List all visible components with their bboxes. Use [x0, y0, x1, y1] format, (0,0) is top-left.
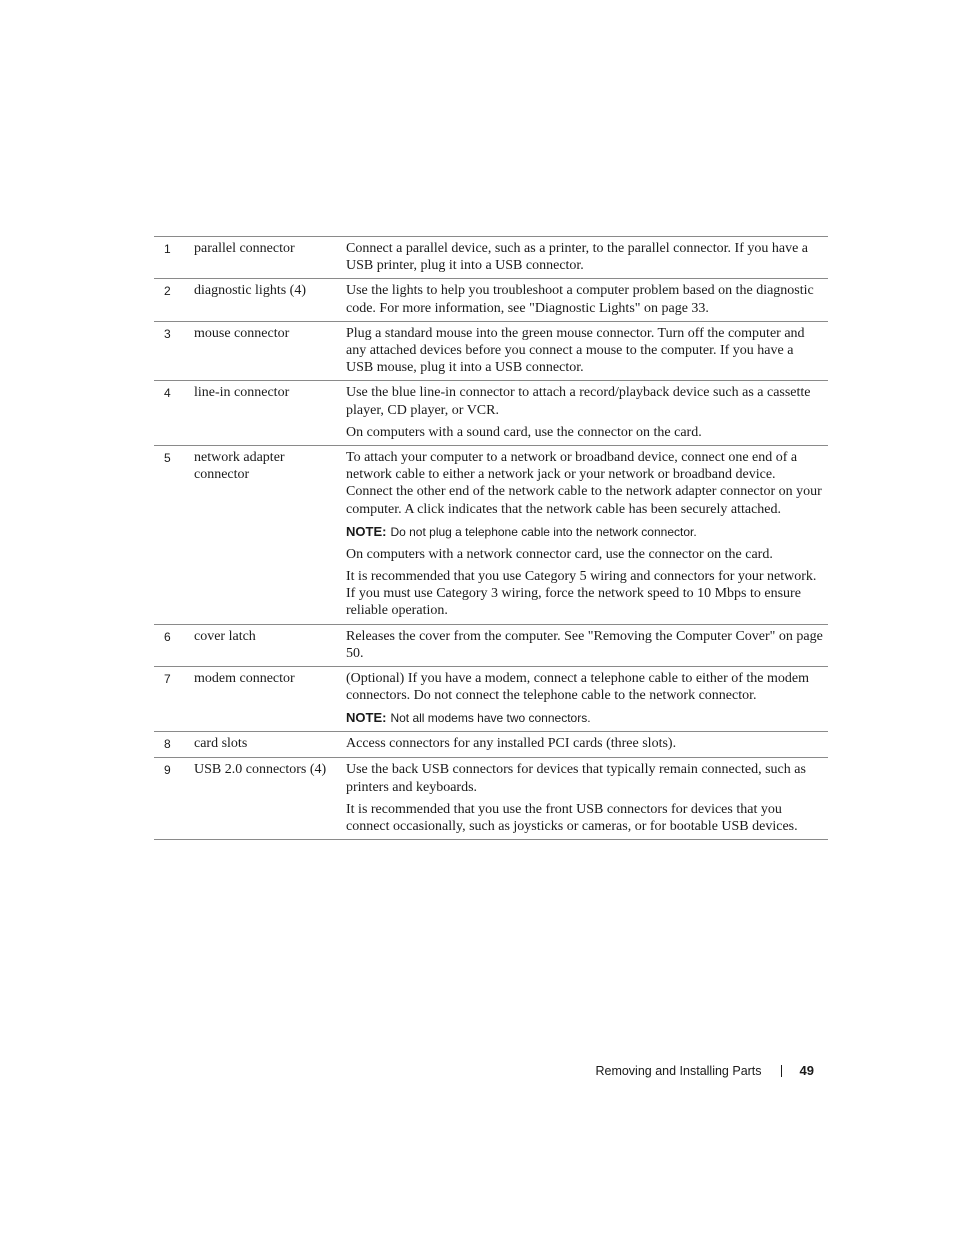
description-paragraph: Use the lights to help you troubleshoot a computer problem based on the diagnostic code. For more information, see "Diagnostic Lights" on page 33.	[346, 283, 814, 316]
item-number: 6	[164, 629, 171, 644]
connector-description	[346, 321, 828, 381]
note	[346, 523, 824, 541]
connector-name: modem connector	[194, 671, 295, 687]
item-number: 7	[164, 672, 171, 687]
connector-description	[346, 446, 828, 625]
connector-name: card slots	[194, 736, 248, 752]
note-text: Do not plug a telephone cable into the network connector.	[390, 524, 697, 539]
item-number: 2	[164, 284, 171, 299]
description-paragraph: Access connectors for any installed PCI cards (three slots).	[346, 736, 677, 752]
connector-description	[346, 667, 828, 732]
description-paragraph: It is recommended that you use the front USB connectors for devices that you connect occasionally, such as joysticks or cameras, or for bootable USB devices.	[346, 801, 798, 835]
footer-divider	[781, 1065, 782, 1077]
description-paragraph: Connect a parallel device, such as a printer, to the parallel connector. If you have a USB printer, plug it into a USB connector.	[346, 241, 809, 274]
connector-name: mouse connector	[194, 325, 290, 341]
note-label: NOTE:	[346, 710, 387, 726]
connector-description	[346, 279, 828, 321]
table-row	[154, 381, 828, 446]
item-number: 4	[164, 386, 171, 401]
description-paragraph: On computers with a sound card, use the connector on the card.	[346, 424, 702, 440]
item-number: 8	[164, 737, 171, 752]
description-paragraph: Use the back USB connectors for devices that typically remain connected, such as printers and keyboards.	[346, 762, 806, 795]
item-number: 9	[164, 763, 171, 778]
connector-name: diagnostic lights (4)	[194, 283, 306, 299]
table-row	[154, 624, 828, 666]
connector-name: USB 2.0 connectors (4)	[194, 762, 327, 778]
table-row	[154, 237, 828, 279]
description-paragraph: It is recommended that you use Category 5 wiring and connectors for your network. If you must use Category 3 wiring, force the network speed to 10 Mbps to ensure reliable operation.	[346, 569, 817, 619]
connector-description	[346, 624, 828, 666]
note-text: Not all modems have two connectors.	[390, 711, 591, 726]
item-number: 3	[164, 326, 171, 341]
description-paragraph: To attach your computer to a network or broadband device, connect one end of a network cable to either a network jack or your network or broadband device. Connect the other end of the network cable to the network adapter connector on your computer. A click indicates that the network cable has been securely attached.	[346, 450, 822, 517]
connector-name: cover latch	[194, 628, 256, 644]
item-number: 1	[164, 242, 171, 256]
note	[346, 709, 824, 727]
connector-name: line-in connector	[194, 385, 290, 401]
page-footer	[595, 1062, 814, 1080]
table-row	[154, 279, 828, 321]
connector-description	[346, 381, 828, 446]
page-number: 49	[799, 1063, 814, 1078]
connector-description	[346, 237, 828, 279]
table-row	[154, 446, 828, 625]
description-paragraph: On computers with a network connector card, use the connector on the card.	[346, 546, 773, 562]
connector-description	[346, 758, 828, 840]
connector-table-body	[154, 237, 828, 840]
table-row	[154, 667, 828, 732]
connector-name: parallel connector	[194, 241, 295, 256]
description-paragraph: (Optional) If you have a modem, connect a telephone cable to either of the modem connectors. Do not connect the telephone cable to the network connector.	[346, 671, 809, 704]
table-row	[154, 321, 828, 381]
description-paragraph: Plug a standard mouse into the green mouse connector. Turn off the computer and any attached devices before you connect a mouse to the computer. If you have a USB mouse, plug it into a USB connector.	[346, 325, 805, 376]
item-number: 5	[164, 451, 171, 466]
table-row	[154, 758, 828, 840]
connector-description	[346, 732, 828, 758]
description-paragraph: Use the blue line-in connector to attach a record/playback device such as a cassette player, CD player, or VCR.	[346, 385, 811, 418]
table-row	[154, 732, 828, 758]
connector-table	[154, 236, 828, 840]
connector-name: network adapter connector	[194, 450, 285, 483]
description-paragraph: Releases the cover from the computer. See "Removing the Computer Cover" on page 50.	[346, 628, 823, 661]
footer-section-title: Removing and Installing Parts	[595, 1064, 762, 1078]
note-label: NOTE:	[346, 523, 387, 539]
